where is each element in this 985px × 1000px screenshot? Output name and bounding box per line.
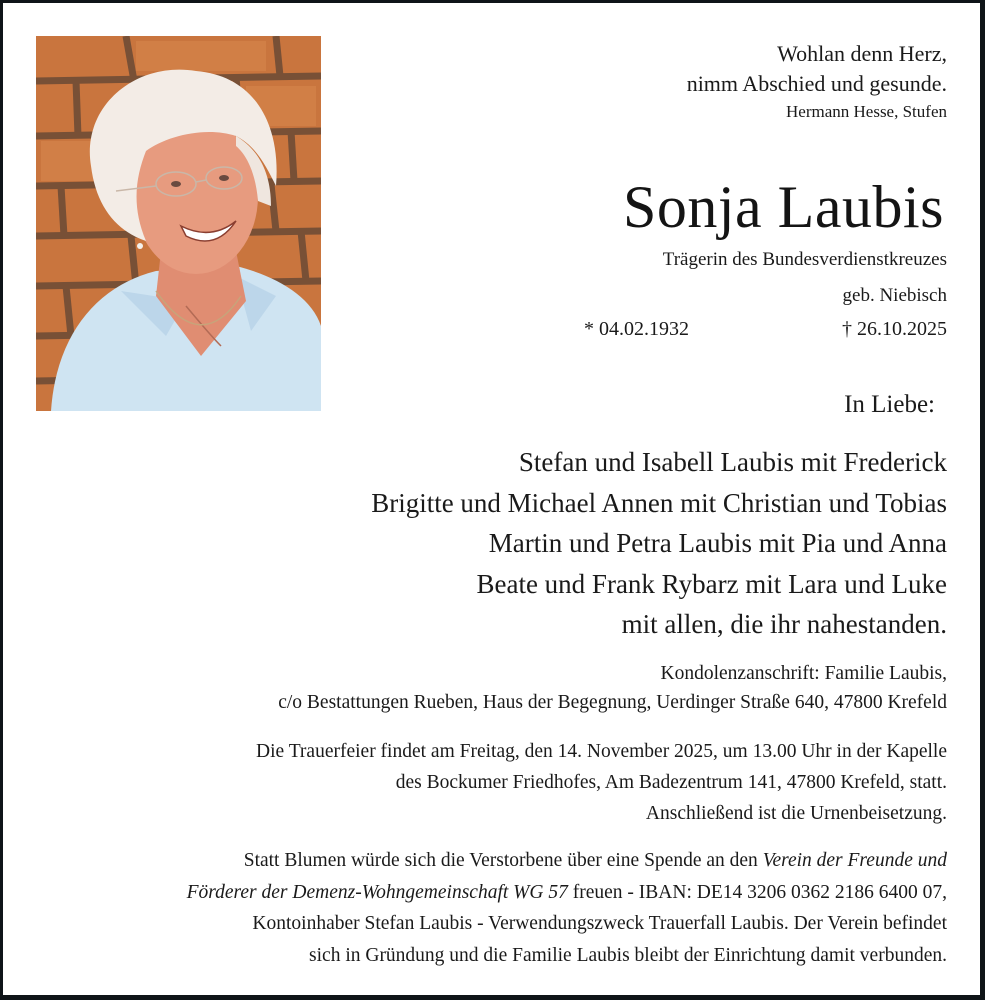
donation-info bbox=[187, 845, 947, 971]
portrait-image bbox=[36, 36, 321, 411]
quote bbox=[687, 39, 947, 99]
quote-line-1: Wohlan denn Herz, bbox=[777, 41, 947, 66]
mourner-line: Stefan und Isabell Laubis mit Frederick bbox=[518, 447, 947, 477]
mourner-line: Martin und Petra Laubis mit Pia und Anna bbox=[488, 528, 947, 558]
birth-name: geb. Niebisch bbox=[842, 285, 947, 306]
association-name-cont: Förderer der Demenz-Wohngemeinschaft WG 57 bbox=[186, 881, 568, 903]
ceremony-line: des Bockumer Friedhofes, Am Badezentrum 141, 47800 Krefeld, statt. bbox=[395, 772, 947, 793]
mourners-list bbox=[371, 442, 947, 645]
death-date: † 26.10.2025 bbox=[842, 318, 947, 340]
portrait-photo bbox=[36, 36, 321, 411]
donation-line-3: Kontoinhaber Stefan Laubis - Verwendungszweck Trauerfall Laubis. Der Verein befindet bbox=[252, 913, 947, 934]
ceremony-line: Die Trauerfeier findet am Freitag, den 14. November 2025, um 13.00 Uhr in der Kapelle bbox=[256, 741, 947, 762]
condolence-address bbox=[278, 659, 947, 717]
mourner-line: Beate und Frank Rybarz mit Lara und Luke bbox=[476, 568, 947, 599]
birth-date: * 04.02.1932 bbox=[584, 318, 689, 340]
quote-line-2: nimm Abschied und gesunde. bbox=[686, 71, 947, 96]
mourner-line: Brigitte und Michael Annen mit Christian und Tobias bbox=[371, 487, 947, 518]
ceremony-info bbox=[256, 736, 947, 829]
donation-text: Statt Blumen würde sich die Verstorbene über eine Spende an den bbox=[243, 850, 763, 871]
award-title: Trägerin des Bundesverdienstkreuzes bbox=[662, 249, 947, 270]
mourners-intro: In Liebe: bbox=[844, 391, 935, 418]
donation-line-1 bbox=[187, 845, 947, 877]
donation-line-4: sich in Gründung und die Familie Laubis bleibt der Einrichtung damit verbunden. bbox=[309, 944, 947, 966]
condolence-line: c/o Bestattungen Rueben, Haus der Begegnung, Uerdinger Straße 640, 47800 Krefeld bbox=[278, 692, 947, 713]
association-name: Verein der Freunde und bbox=[762, 850, 947, 871]
quote-author: Hermann Hesse, Stufen bbox=[786, 102, 947, 121]
donation-line-2 bbox=[187, 877, 947, 909]
iban-text: freuen - IBAN: DE14 3206 0362 2186 6400 07, bbox=[567, 881, 947, 903]
condolence-line: Kondolenzanschrift: Familie Laubis, bbox=[660, 663, 947, 684]
ceremony-line: Anschließend ist die Urnenbeisetzung. bbox=[645, 803, 947, 824]
mourner-line: mit allen, die ihr nahestanden. bbox=[621, 609, 947, 639]
deceased-name: Sonja Laubis bbox=[623, 174, 944, 240]
